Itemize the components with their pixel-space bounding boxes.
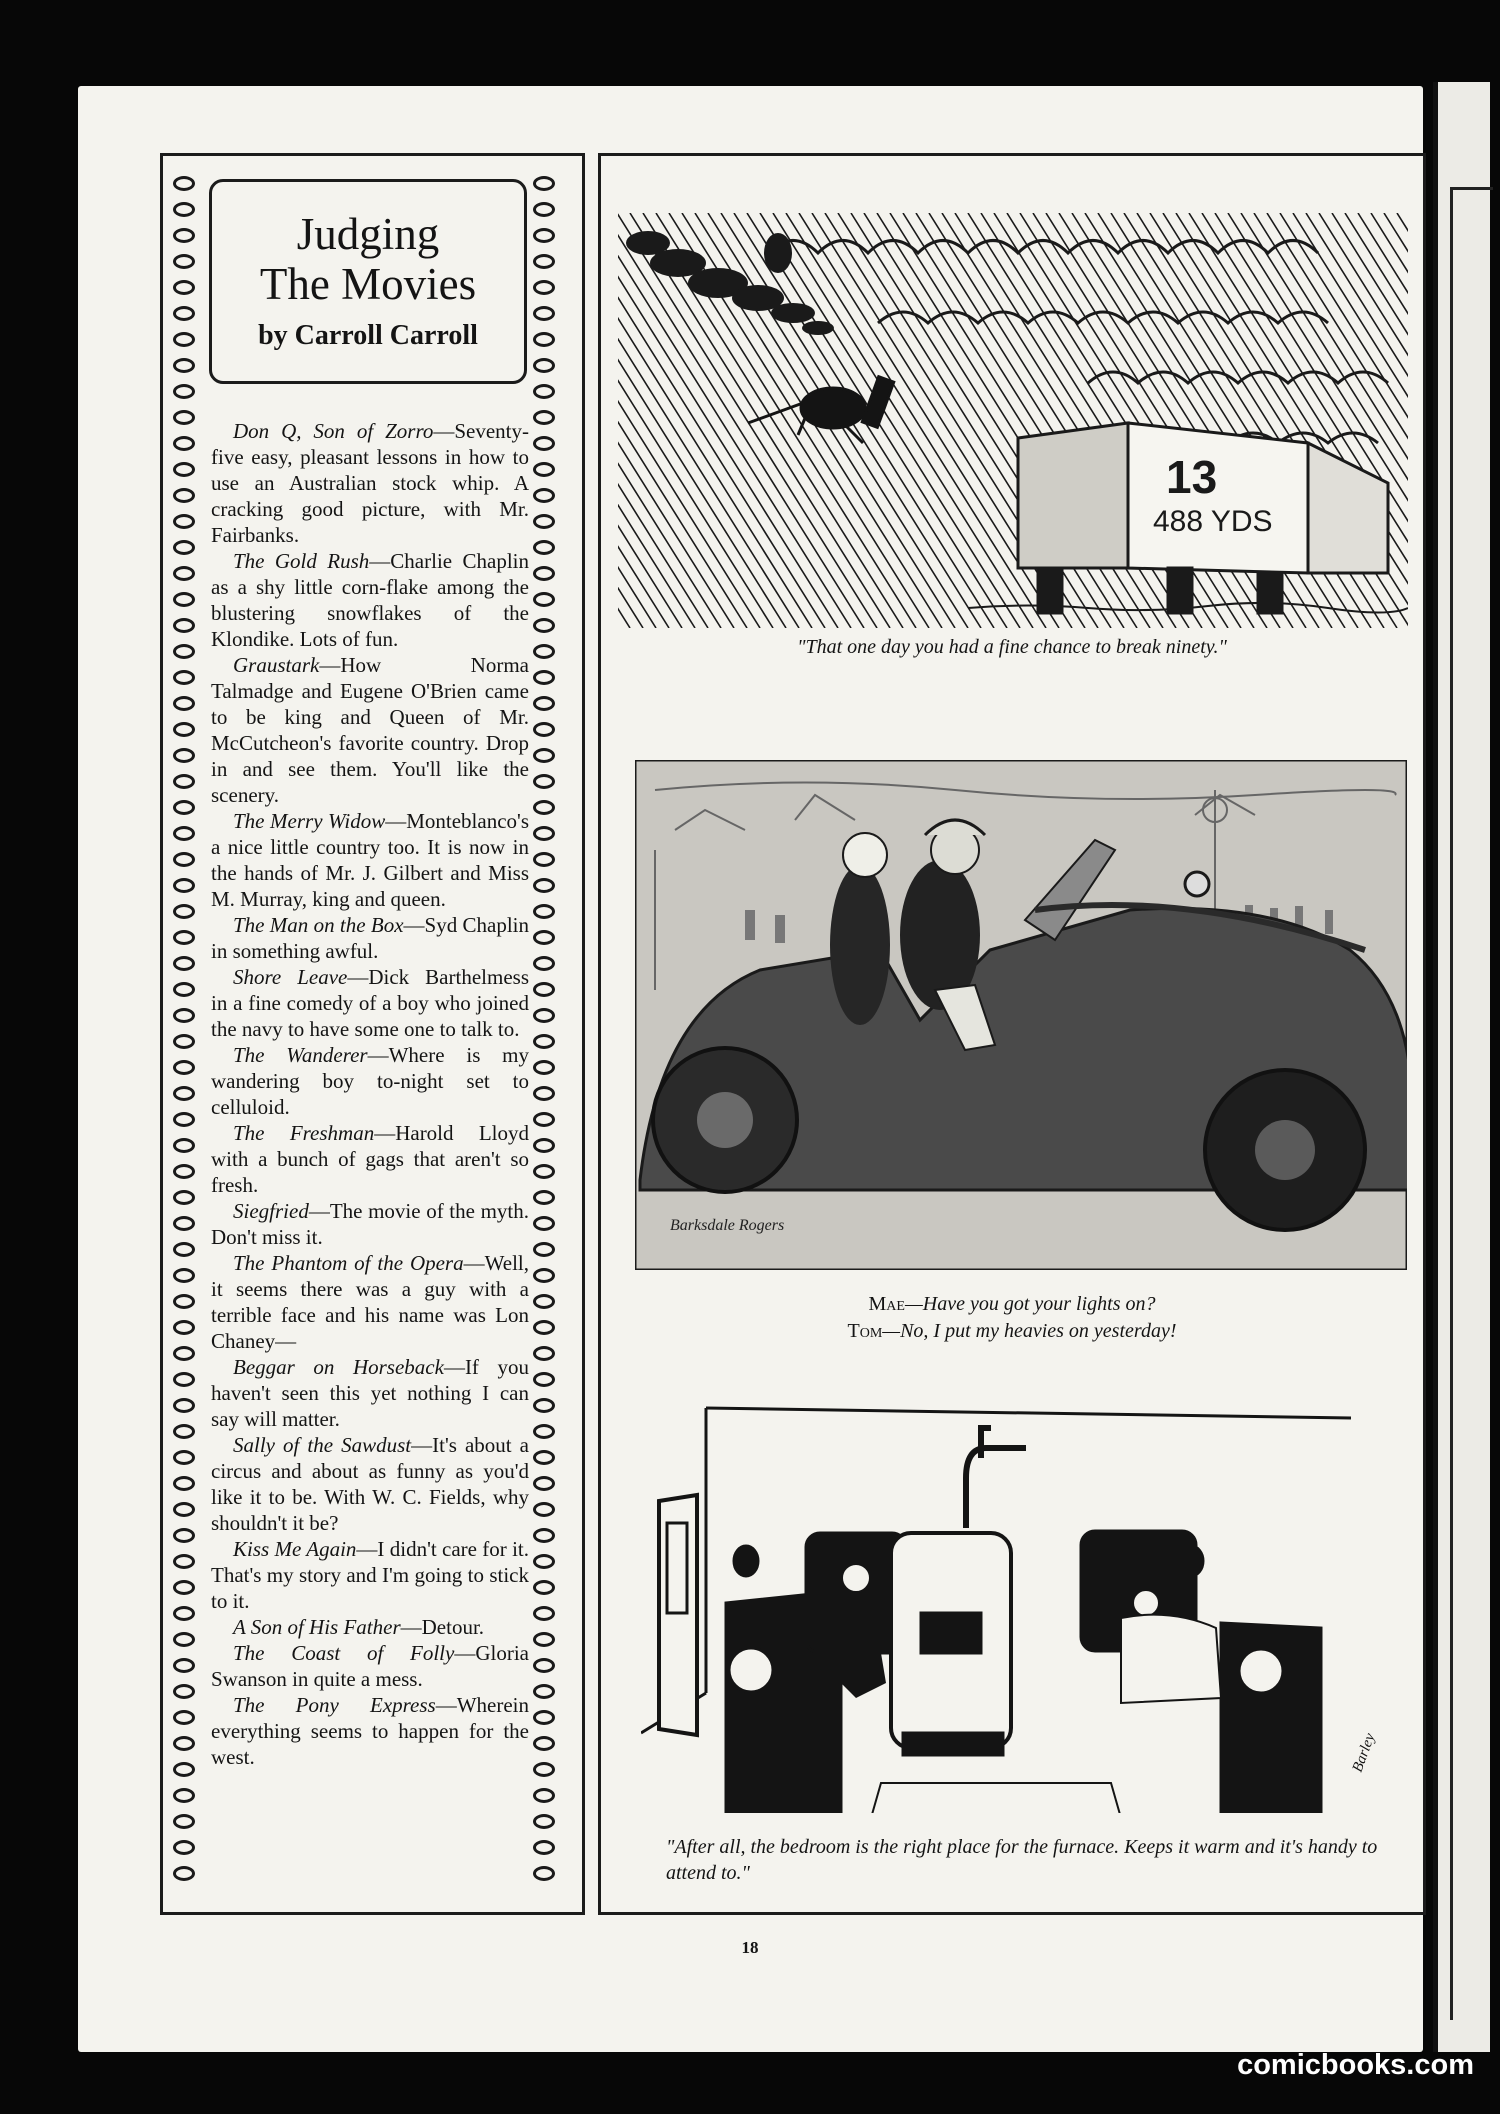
sprocket-hole xyxy=(533,384,555,399)
sprocket-hole xyxy=(533,1684,555,1699)
review-text: Gloria Swanson in quite a mess. xyxy=(211,1641,529,1691)
sprocket-hole xyxy=(533,1424,555,1439)
sprocket-hole xyxy=(173,306,195,321)
sprocket-hole xyxy=(173,1164,195,1179)
sprocket-hole xyxy=(173,826,195,841)
sprocket-hole xyxy=(533,774,555,789)
sprocket-hole xyxy=(533,1762,555,1777)
review-entry: Sally of the Sawdust—It's about a circus and about as funny as you'd like it to be. With W. C. Fields, why shouldn't it be? xyxy=(211,1433,529,1535)
sprocket-hole xyxy=(173,462,195,477)
sprocket-hole xyxy=(173,410,195,425)
sprocket-hole xyxy=(533,1346,555,1361)
sprocket-hole xyxy=(173,644,195,659)
sprocket-hole xyxy=(533,852,555,867)
sprocket-hole xyxy=(173,878,195,893)
sprocket-hole xyxy=(173,1242,195,1257)
sprocket-hole xyxy=(533,1112,555,1127)
film-title: The Man on the Box xyxy=(233,913,404,937)
sprocket-hole xyxy=(173,1268,195,1283)
sprocket-hole xyxy=(173,1866,195,1881)
sprocket-hole xyxy=(533,1632,555,1647)
review-entry: Shore Leave—Dick Barthelmess in a fine comedy of a boy who joined the navy to have some one to talk to. xyxy=(211,965,529,1041)
sprocket-hole xyxy=(533,358,555,373)
review-text: Seventy-five easy, pleasant lessons in how to use an Australian stock whip. A cracking good picture, with Mr. Fairbanks. xyxy=(211,419,529,547)
film-title: Don Q, Son of Zorro xyxy=(233,419,434,443)
film-title: Kiss Me Again xyxy=(233,1537,357,1561)
sprocket-hole xyxy=(173,800,195,815)
sprocket-hole xyxy=(533,1710,555,1725)
sprocket-hole xyxy=(533,1528,555,1543)
review-text: Where is my wandering boy to-night set to celluloid. xyxy=(211,1043,530,1119)
review-text: Wherein everything seems to happen for the west. xyxy=(211,1693,529,1769)
sprocket-hole xyxy=(533,592,555,607)
sprocket-hole xyxy=(173,1372,195,1387)
sprocket-hole xyxy=(173,592,195,607)
review-entry: The Merry Widow—Monteblanco's a nice little country too. It is now in the hands of Mr. J. Gilbert and Miss M. Murray, king and queen. xyxy=(211,809,529,911)
sprocket-hole xyxy=(173,1476,195,1491)
sprocket-hole xyxy=(173,436,195,451)
sprocket-hole xyxy=(533,1164,555,1179)
sprocket-hole xyxy=(173,1346,195,1361)
sprocket-hole xyxy=(533,1190,555,1205)
sprocket-hole xyxy=(533,488,555,503)
sprocket-hole xyxy=(173,1138,195,1153)
golf-storm-cartoon xyxy=(618,213,1408,628)
sprocket-hole xyxy=(533,1840,555,1855)
sprocket-hole xyxy=(533,670,555,685)
sprocket-hole xyxy=(173,1554,195,1569)
sprocket-hole xyxy=(533,1450,555,1465)
facing-page-edge xyxy=(1433,82,1490,2052)
sprocket-hole xyxy=(173,1502,195,1517)
sprocket-hole xyxy=(533,1320,555,1335)
bedroom-cartoon-caption: "After all, the bedroom is the right place for the furnace. Keeps it warm and it's handy to attend to." xyxy=(666,1836,1378,1884)
sprocket-hole xyxy=(173,488,195,503)
sprocket-hole xyxy=(173,1294,195,1309)
film-title: Sally of the Sawdust xyxy=(233,1433,412,1457)
sprocket-hole xyxy=(533,436,555,451)
film-title: The Coast of Folly xyxy=(233,1641,455,1665)
sprocket-hole xyxy=(173,1034,195,1049)
sprocket-hole xyxy=(173,722,195,737)
sprocket-hole xyxy=(173,670,195,685)
sprocket-hole xyxy=(173,358,195,373)
sprocket-hole xyxy=(173,1814,195,1829)
sprocket-hole xyxy=(533,1476,555,1491)
article-title-line1: Judging xyxy=(296,209,440,259)
review-entry: The Man on the Box—Syd Chaplin in something awful. xyxy=(211,913,529,963)
sprocket-hole xyxy=(533,566,555,581)
sprocket-hole xyxy=(533,1866,555,1881)
sprocket-hole xyxy=(533,1736,555,1751)
sprocket-hole xyxy=(173,1190,195,1205)
review-text: Harold Lloyd with a bunch of gags that aren't so fresh. xyxy=(211,1121,529,1197)
sprocket-hole xyxy=(533,280,555,295)
review-entry: A Son of His Father—Detour. xyxy=(233,1615,485,1639)
review-text: I didn't care for it. That's my story and I'm going to stick to it. xyxy=(211,1537,529,1613)
sprocket-hole xyxy=(533,1268,555,1283)
sprocket-hole xyxy=(533,1372,555,1387)
sprocket-hole xyxy=(173,1788,195,1803)
sprocket-hole xyxy=(533,1008,555,1023)
sprocket-hole xyxy=(173,540,195,555)
film-title: The Merry Widow xyxy=(233,809,386,833)
review-entry: The Coast of Folly—Gloria Swanson in quite a mess. xyxy=(211,1641,529,1691)
article-title-line2: The Movies xyxy=(259,259,477,309)
sprocket-hole xyxy=(533,722,555,737)
review-entry: Don Q, Son of Zorro—Seventy-five easy, pleasant lessons in how to use an Australian stock whip. A cracking good picture, with Mr. Fairbanks. xyxy=(211,419,529,547)
bedroom-furnace-cartoon xyxy=(641,1403,1401,1813)
sprocket-hole xyxy=(173,384,195,399)
sprocket-hole xyxy=(173,176,195,191)
review-entry: The Freshman—Harold Lloyd with a bunch of gags that aren't so fresh. xyxy=(211,1121,529,1197)
film-title: The Freshman xyxy=(233,1121,375,1145)
sprocket-hole xyxy=(533,826,555,841)
review-entry: Graustark—How Norma Talmadge and Eugene O'Brien came to be king and Queen of Mr. McCutcheon's favorite country. Drop in and see them. You'll like the scenery. xyxy=(211,653,529,807)
car-caption-line1: Mae—Have you got your lights on? xyxy=(868,1293,1156,1315)
sprocket-hole xyxy=(173,904,195,919)
sprocket-hole xyxy=(173,1216,195,1231)
film-title: The Wanderer xyxy=(233,1043,368,1067)
review-list xyxy=(211,418,529,1770)
sprocket-hole xyxy=(173,852,195,867)
sprocket-hole xyxy=(173,1320,195,1335)
review-text: Charlie Chaplin as a shy little corn-flake among the blustering snowflakes of the Klondike. Lots of fun. xyxy=(211,549,529,651)
review-text: Syd Chaplin in something awful. xyxy=(211,913,529,963)
sprocket-hole xyxy=(533,930,555,945)
sprocket-hole xyxy=(533,306,555,321)
golf-cartoon-caption: "That one day you had a fine chance to break ninety." xyxy=(797,636,1227,658)
sprocket-hole xyxy=(173,1424,195,1439)
sprocket-hole xyxy=(533,982,555,997)
page-number: 18 xyxy=(741,1938,759,1957)
review-text: Well, it seems there was a guy with a terrible face and his name was Lon Chaney— xyxy=(211,1251,529,1353)
sprocket-hole xyxy=(533,1242,555,1257)
article-title-box xyxy=(209,179,527,384)
sprocket-hole xyxy=(533,176,555,191)
sprocket-hole xyxy=(173,1840,195,1855)
sprocket-hole xyxy=(173,1008,195,1023)
sprocket-hole xyxy=(533,410,555,425)
sprocket-hole xyxy=(173,1398,195,1413)
sprocket-hole xyxy=(533,644,555,659)
sprocket-hole xyxy=(173,1580,195,1595)
sprocket-hole xyxy=(173,1450,195,1465)
bedroom-artist-signature: Barley xyxy=(1349,1731,1379,1775)
sprocket-hole xyxy=(173,982,195,997)
sprocket-hole xyxy=(533,1060,555,1075)
review-entry: The Phantom of the Opera—Well, it seems there was a guy with a terrible face and his name was Lon Chaney— xyxy=(211,1251,529,1353)
sprocket-hole xyxy=(533,800,555,815)
sprocket-hole xyxy=(173,1736,195,1751)
sprocket-hole xyxy=(533,462,555,477)
sprocket-hole xyxy=(173,930,195,945)
sprocket-hole xyxy=(533,202,555,217)
sprocket-hole xyxy=(173,1684,195,1699)
site-watermark: comicbooks.com xyxy=(1237,2049,1474,2081)
film-title: Shore Leave xyxy=(233,965,348,989)
sprocket-hole xyxy=(533,1086,555,1101)
review-entry: The Gold Rush—Charlie Chaplin as a shy little corn-flake among the blustering snowflakes of the Klondike. Lots of fun. xyxy=(211,549,529,651)
sprocket-hole xyxy=(533,1294,555,1309)
sprocket-hole xyxy=(173,618,195,633)
film-title: Beggar on Horseback xyxy=(233,1355,444,1379)
sprocket-hole xyxy=(533,1580,555,1595)
sprocket-hole xyxy=(173,1112,195,1127)
sprocket-hole xyxy=(533,1554,555,1569)
sprocket-hole xyxy=(533,956,555,971)
sprocket-hole xyxy=(533,1606,555,1621)
roadster-illustration xyxy=(635,760,1407,1270)
review-text: How Norma Talmadge and Eugene O'Brien came to be king and Queen of Mr. McCutcheon's favorite country. Drop in and see them. You'll like the scenery. xyxy=(211,653,529,807)
film-title: The Phantom of the Opera xyxy=(233,1251,464,1275)
movie-reviews-column xyxy=(160,153,585,1915)
sprocket-hole xyxy=(173,254,195,269)
review-text: The movie of the myth. Don't miss it. xyxy=(211,1199,529,1249)
sprocket-hole xyxy=(533,1034,555,1049)
sprocket-hole xyxy=(173,1606,195,1621)
sprocket-hole xyxy=(533,1658,555,1673)
sprocket-hole xyxy=(173,1658,195,1673)
car-artist-signature: Barksdale Rogers xyxy=(670,1217,785,1234)
sprocket-hole xyxy=(533,254,555,269)
sprocket-hole xyxy=(173,1710,195,1725)
review-text: It's about a circus and about as funny as you'd like it to be. With W. C. Fields, why shouldn't it be? xyxy=(211,1433,529,1535)
sprocket-hole xyxy=(533,618,555,633)
review-text: Dick Barthelmess in a fine comedy of a boy who joined the navy to have some one to talk to. xyxy=(211,965,529,1041)
review-text: If you haven't seen this yet nothing I can say will matter. xyxy=(211,1355,529,1431)
tee-sign-number: 13 xyxy=(1166,451,1218,503)
sprocket-hole xyxy=(173,332,195,347)
review-entry: Siegfried—The movie of the myth. Don't miss it. xyxy=(211,1199,529,1249)
sprocket-hole xyxy=(533,1788,555,1803)
review-entry: The Wanderer—Where is my wandering boy to-night set to celluloid. xyxy=(211,1043,530,1119)
tee-sign-yards: 488 YDS xyxy=(1153,505,1273,538)
sprocket-hole xyxy=(173,774,195,789)
sprocket-hole xyxy=(173,1060,195,1075)
sprocket-hole xyxy=(533,748,555,763)
sprocket-hole xyxy=(173,280,195,295)
cartoons-panel xyxy=(598,153,1426,1915)
sprocket-hole xyxy=(173,202,195,217)
sprocket-hole xyxy=(173,228,195,243)
film-sprocket-holes-right xyxy=(533,176,559,1892)
sprocket-hole xyxy=(533,1138,555,1153)
review-text: Monteblanco's a nice little country too. It is now in the hands of Mr. J. Gilbert and Miss M. Murray, king and queen. xyxy=(211,809,529,911)
sprocket-hole xyxy=(533,1502,555,1517)
film-title: A Son of His Father xyxy=(233,1615,401,1639)
review-entry: Kiss Me Again—I didn't care for it. That's my story and I'm going to stick to it. xyxy=(211,1537,529,1613)
sprocket-hole xyxy=(173,1528,195,1543)
car-caption-line2: Tom—No, I put my heavies on yesterday! xyxy=(847,1320,1177,1342)
sprocket-hole xyxy=(173,1762,195,1777)
sprocket-hole xyxy=(533,904,555,919)
review-entry: The Pony Express—Wherein everything seems to happen for the west. xyxy=(211,1693,529,1769)
car-caption xyxy=(601,1291,1423,1345)
article-byline: by Carroll Carroll xyxy=(258,320,478,351)
film-title: The Pony Express xyxy=(233,1693,436,1717)
film-sprocket-holes-left xyxy=(173,176,199,1892)
sprocket-hole xyxy=(173,1632,195,1647)
sprocket-hole xyxy=(533,228,555,243)
review-text: Detour. xyxy=(421,1615,485,1639)
sprocket-hole xyxy=(173,696,195,711)
film-title: The Gold Rush xyxy=(233,549,370,573)
sprocket-hole xyxy=(533,514,555,529)
sprocket-hole xyxy=(533,1814,555,1829)
sprocket-hole xyxy=(533,696,555,711)
film-title: Siegfried xyxy=(233,1199,309,1223)
sprocket-hole xyxy=(533,540,555,555)
sprocket-hole xyxy=(533,878,555,893)
sprocket-hole xyxy=(533,1398,555,1413)
sprocket-hole xyxy=(173,566,195,581)
sprocket-hole xyxy=(173,514,195,529)
sprocket-hole xyxy=(533,332,555,347)
sprocket-hole xyxy=(533,1216,555,1231)
sprocket-hole xyxy=(173,956,195,971)
review-entry: Beggar on Horseback—If you haven't seen this yet nothing I can say will matter. xyxy=(211,1355,529,1431)
sprocket-hole xyxy=(173,748,195,763)
sprocket-hole xyxy=(173,1086,195,1101)
film-title: Graustark xyxy=(233,653,320,677)
